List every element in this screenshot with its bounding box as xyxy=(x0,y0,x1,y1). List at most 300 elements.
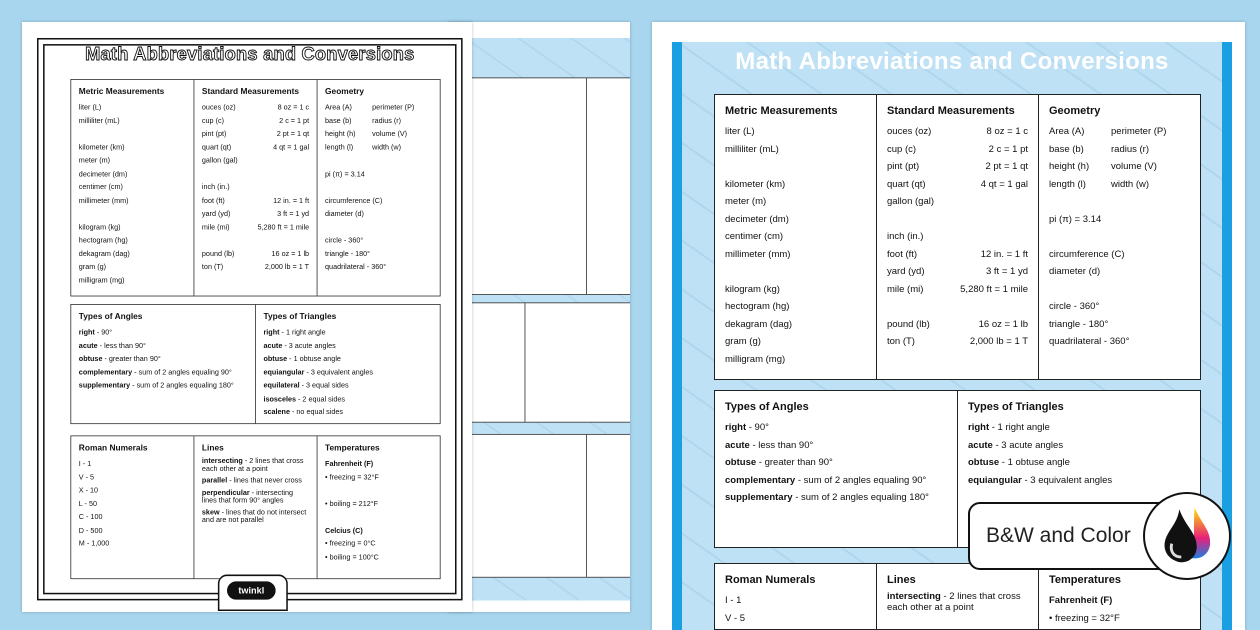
item-value: volume (V) xyxy=(372,129,408,139)
section-roman-numerals xyxy=(715,564,876,629)
list-item xyxy=(968,437,1190,455)
section-lines xyxy=(194,436,317,578)
list-item xyxy=(887,316,1028,334)
list-item xyxy=(887,158,1028,176)
list-item xyxy=(79,379,248,392)
list-item xyxy=(1049,610,1190,628)
item-label: ouces (oz) xyxy=(887,126,932,137)
item-value: radius (r) xyxy=(1111,143,1150,155)
list-item xyxy=(202,261,309,274)
box-row1 xyxy=(70,79,440,296)
list-item xyxy=(1049,123,1190,141)
item-label: quadrilateral - 360° xyxy=(1049,336,1130,347)
item-label: foot (ft) xyxy=(887,248,918,260)
item-label: quart (qt) xyxy=(201,143,232,152)
item-label: triangle - 180° xyxy=(325,249,371,259)
item-label: base (b) xyxy=(325,116,352,126)
section-types-of-triangles xyxy=(525,303,630,422)
list-item xyxy=(202,141,309,154)
list-item xyxy=(725,437,947,455)
list-item xyxy=(1049,333,1190,351)
section-heading: Metric Measurements xyxy=(78,87,165,97)
section-types-of-angles xyxy=(71,305,255,424)
box-row2 xyxy=(448,302,630,422)
definition: - 90° xyxy=(94,328,113,337)
list-item xyxy=(263,379,432,392)
section-metric-measurements xyxy=(71,80,193,296)
list-item xyxy=(79,194,186,207)
term: complementary xyxy=(725,474,796,486)
section-heading: Temperatures xyxy=(1049,574,1121,586)
list-item xyxy=(325,194,432,207)
item-label: • freezing = 32°F xyxy=(1049,612,1120,624)
item-label: • freezing = 0°C xyxy=(325,539,376,548)
list-item xyxy=(1049,158,1190,176)
list-item xyxy=(325,154,432,167)
box-row1 xyxy=(448,78,630,295)
definition: - lines that never cross xyxy=(227,476,302,485)
item-label: gram (g) xyxy=(78,262,107,272)
term: complementary xyxy=(78,368,133,377)
section-geometry xyxy=(317,80,440,296)
section-standard-measurements xyxy=(194,80,317,296)
bw-preview-page xyxy=(22,22,472,612)
item-label: centimer (cm) xyxy=(725,231,784,242)
section-heading: Roman Numerals xyxy=(78,443,148,453)
list-item xyxy=(887,193,1028,211)
item-value: 5,280 ft = 1 mile xyxy=(257,223,310,232)
list-item xyxy=(79,168,186,181)
definition: - 3 equal sides xyxy=(299,381,349,390)
definition: - 2 equal sides xyxy=(296,394,345,404)
term: skew xyxy=(201,508,220,517)
list-item xyxy=(1049,592,1190,610)
item-value: 4 qt = 1 gal xyxy=(980,178,1028,190)
list-item xyxy=(887,281,1028,299)
list-item xyxy=(725,472,947,490)
item-value: 2 c = 1 pt xyxy=(279,116,310,126)
item-label: foot (ft) xyxy=(201,196,225,205)
item-value: 12 in. = 1 ft xyxy=(980,248,1028,260)
list-item xyxy=(79,247,186,260)
list-item xyxy=(725,228,866,246)
section-lines xyxy=(876,564,1038,629)
section-lines xyxy=(463,435,586,577)
item-label: kilogram (kg) xyxy=(725,283,780,295)
list-item xyxy=(887,333,1028,351)
item-value: width (w) xyxy=(372,143,402,152)
term: Fahrenheit (F) xyxy=(325,459,374,469)
box-row2 xyxy=(70,304,440,424)
term: right xyxy=(725,422,747,433)
list-item xyxy=(202,477,309,485)
list-item xyxy=(1049,228,1190,246)
list-item xyxy=(887,123,1028,141)
section-heading: Types of Triangles xyxy=(968,401,1064,413)
list-item xyxy=(325,537,432,550)
item-label: • freezing = 32°F xyxy=(325,473,379,482)
list-item xyxy=(725,592,866,610)
section-heading: Standard Measurements xyxy=(201,87,300,97)
list-item xyxy=(325,128,432,141)
term: equiangular xyxy=(263,368,305,377)
list-item xyxy=(202,154,309,167)
list-item xyxy=(1049,263,1190,281)
section-heading: Temperatures xyxy=(325,443,380,453)
item-label: Area (A) xyxy=(325,103,352,112)
list-item xyxy=(887,228,1028,246)
list-item xyxy=(968,419,1190,437)
item-value: 2 pt = 1 qt xyxy=(985,161,1028,172)
list-item xyxy=(79,484,186,497)
item-value: perimeter (P) xyxy=(1111,126,1167,137)
item-value: 16 oz = 1 lb xyxy=(271,249,310,259)
term: obtuse xyxy=(968,457,1000,468)
section-heading: Roman Numerals xyxy=(725,574,816,586)
list-item xyxy=(325,524,432,537)
definition: - sum of 2 angles equaling 180° xyxy=(130,381,234,390)
item-label: gram (g) xyxy=(725,336,761,347)
list-item xyxy=(79,353,248,366)
list-item xyxy=(325,101,432,114)
item-label: cup (c) xyxy=(887,143,917,155)
box-row1 xyxy=(714,94,1201,380)
list-item xyxy=(263,406,432,419)
item-label: V - 5 xyxy=(725,612,746,624)
list-item xyxy=(79,101,186,114)
item-label: diameter (d) xyxy=(1049,266,1101,277)
item-label: • boiling = 212°F xyxy=(325,499,379,509)
term: isosceles xyxy=(263,394,297,404)
item-label: mile (mi) xyxy=(887,283,924,295)
list-item xyxy=(1049,141,1190,159)
term: obtuse xyxy=(725,457,757,468)
section-standard-measurements xyxy=(463,78,586,294)
section-heading: Geometry xyxy=(325,87,365,97)
item-label: kilogram (kg) xyxy=(78,223,121,232)
list-item xyxy=(325,261,432,274)
item-value: 5,280 ft = 1 mile xyxy=(960,283,1028,295)
list-item xyxy=(725,176,866,194)
item-value: 3 ft = 1 yd xyxy=(277,209,310,219)
term: intersecting xyxy=(201,456,243,466)
item-label: dekagram (dag) xyxy=(725,318,793,330)
sheet-holder xyxy=(37,38,463,600)
item-value: width (w) xyxy=(1111,178,1150,190)
list-item xyxy=(887,263,1028,281)
section-heading: Lines xyxy=(201,443,224,453)
item-value: 8 oz = 1 c xyxy=(986,126,1028,137)
section-metric-measurements xyxy=(715,95,876,379)
list-item xyxy=(79,128,186,141)
item-label: pi (π) = 3.14 xyxy=(1049,213,1102,225)
twinkl-logo xyxy=(218,575,288,611)
item-label: liter (L) xyxy=(725,126,755,137)
item-label: C - 100 xyxy=(78,513,103,522)
item-value: 3 ft = 1 yd xyxy=(986,266,1028,277)
list-item xyxy=(79,471,186,484)
list-item xyxy=(79,261,186,274)
definition: - sum of 2 angles equaling 180° xyxy=(792,492,929,503)
section-heading: Types of Angles xyxy=(725,401,809,413)
term: right xyxy=(78,328,95,337)
term: parallel xyxy=(201,476,228,485)
list-item xyxy=(725,351,866,369)
item-label: ton (T) xyxy=(887,336,915,347)
list-item xyxy=(1049,281,1190,299)
section-heading: Metric Measurements xyxy=(725,105,838,117)
item-label: ouces (oz) xyxy=(201,103,236,112)
box-row3 xyxy=(714,563,1201,630)
item-label: circle - 360° xyxy=(325,236,364,245)
list-item xyxy=(1049,211,1190,229)
item-label: millimeter (mm) xyxy=(78,196,129,205)
term: obtuse xyxy=(263,354,288,364)
term: intersecting xyxy=(887,591,941,602)
item-value: perimeter (P) xyxy=(372,103,415,112)
item-label: diameter (d) xyxy=(325,209,364,219)
list-item xyxy=(325,247,432,260)
item-label: kilometer (km) xyxy=(725,178,786,190)
list-item xyxy=(325,168,432,181)
definition: - 1 right angle xyxy=(989,422,1050,433)
item-label: base (b) xyxy=(1049,143,1084,155)
list-item xyxy=(725,454,947,472)
list-item xyxy=(325,484,432,497)
list-item xyxy=(202,234,309,247)
item-label: • boiling = 100°C xyxy=(325,552,379,562)
term: obtuse xyxy=(78,354,103,364)
definition: - 1 obtuse angle xyxy=(287,354,341,364)
list-item xyxy=(887,141,1028,159)
list-item xyxy=(725,281,866,299)
item-label: X - 10 xyxy=(78,486,99,495)
item-label: gallon (gal) xyxy=(201,156,238,165)
definition: - 3 equivalent angles xyxy=(1021,474,1113,486)
list-item xyxy=(887,246,1028,264)
definition: - no equal sides xyxy=(289,408,343,417)
item-value: 2 pt = 1 qt xyxy=(276,129,310,139)
item-label: hectogram (hg) xyxy=(78,236,128,245)
item-value: 8 oz = 1 c xyxy=(277,103,310,112)
item-label: L - 50 xyxy=(78,499,98,509)
list-item xyxy=(202,509,309,525)
list-item xyxy=(887,298,1028,316)
item-label: inch (in.) xyxy=(201,183,230,192)
list-item xyxy=(968,454,1190,472)
item-label: decimeter (dm) xyxy=(78,169,128,179)
term: acute xyxy=(968,439,993,451)
item-label: quart (qt) xyxy=(887,178,926,190)
item-label: circumference (C) xyxy=(325,196,383,205)
term: acute xyxy=(78,341,98,350)
list-item xyxy=(79,141,186,154)
section-roman-numerals xyxy=(71,436,193,578)
list-item xyxy=(1049,193,1190,211)
list-item xyxy=(968,472,1190,490)
definition: - 1 obtuse angle xyxy=(999,457,1070,468)
list-item xyxy=(202,168,309,181)
item-value: volume (V) xyxy=(1111,161,1157,172)
item-label: pound (lb) xyxy=(201,249,235,259)
item-label: centimer (cm) xyxy=(78,183,123,192)
definition: - less than 90° xyxy=(97,341,146,350)
list-item xyxy=(79,524,186,537)
list-item xyxy=(79,221,186,234)
section-types-of-angles xyxy=(715,391,957,547)
term: supplementary xyxy=(78,381,131,390)
list-item xyxy=(79,511,186,524)
item-label: circle - 360° xyxy=(1049,301,1100,312)
item-label: dekagram (dag) xyxy=(78,249,130,259)
item-value: 2 c = 1 pt xyxy=(988,143,1028,155)
list-item xyxy=(79,274,186,287)
term: right xyxy=(968,422,990,433)
item-label: I - 1 xyxy=(725,595,742,606)
item-label: V - 5 xyxy=(78,473,95,482)
list-item xyxy=(79,154,186,167)
item-label: pi (π) = 3.14 xyxy=(325,169,365,179)
item-label: milligram (mg) xyxy=(78,276,125,285)
item-label: gallon (gal) xyxy=(887,196,934,207)
definition: - 1 right angle xyxy=(279,328,326,337)
section-geometry xyxy=(586,78,630,294)
list-item xyxy=(202,181,309,194)
list-item xyxy=(725,610,866,628)
term: equiangular xyxy=(968,474,1022,486)
definition: - 3 acute angles xyxy=(992,439,1064,451)
box-row3 xyxy=(70,435,440,579)
list-item xyxy=(325,114,432,127)
term: perpendicular xyxy=(201,488,250,497)
list-item xyxy=(725,123,866,141)
definition: - 3 acute angles xyxy=(282,341,336,350)
item-label: Area (A) xyxy=(1049,126,1085,137)
term: acute xyxy=(725,439,750,451)
list-item xyxy=(79,181,186,194)
section-heading: Lines xyxy=(887,574,916,586)
list-item xyxy=(1049,316,1190,334)
definition: - 3 equivalent angles xyxy=(304,368,374,377)
list-item xyxy=(725,211,866,229)
item-label: circumference (C) xyxy=(1049,248,1125,260)
list-item xyxy=(725,298,866,316)
list-item xyxy=(202,221,309,234)
sheet-holder xyxy=(448,38,630,600)
list-item xyxy=(325,497,432,510)
list-item xyxy=(202,194,309,207)
item-label: ton (T) xyxy=(201,262,224,272)
item-label: millimeter (mm) xyxy=(725,248,791,260)
definition: - greater than 90° xyxy=(102,354,161,364)
item-label: triangle - 180° xyxy=(1049,318,1109,330)
list-item xyxy=(79,234,186,247)
list-item xyxy=(325,551,432,564)
ink-drops-icon xyxy=(1143,492,1231,580)
list-item xyxy=(725,419,947,437)
item-label: inch (in.) xyxy=(887,231,924,242)
definition: - sum of 2 angles equaling 90° xyxy=(795,474,927,486)
section-heading: Types of Angles xyxy=(78,312,143,322)
item-label: length (l) xyxy=(1049,178,1086,190)
item-label: M - 1,000 xyxy=(78,539,110,548)
list-item xyxy=(725,246,866,264)
item-label: I - 1 xyxy=(78,459,92,469)
term: acute xyxy=(263,341,283,350)
term: Fahrenheit (F) xyxy=(1049,595,1113,606)
list-item xyxy=(725,333,866,351)
list-item xyxy=(202,458,309,474)
term: supplementary xyxy=(725,492,793,503)
item-label: cup (c) xyxy=(201,116,224,126)
list-item xyxy=(202,207,309,220)
section-geometry xyxy=(1038,95,1200,379)
definition: - sum of 2 angles equaling 90° xyxy=(132,368,232,377)
list-item xyxy=(725,158,866,176)
color-preview-page-back xyxy=(448,22,630,612)
list-item xyxy=(79,339,248,352)
item-label: pound (lb) xyxy=(887,318,930,330)
list-item xyxy=(202,489,309,505)
list-item xyxy=(263,393,432,406)
definition: - less than 90° xyxy=(749,439,814,451)
list-item xyxy=(325,458,432,471)
item-label: hectogram (hg) xyxy=(725,301,790,312)
item-label: milliliter (mL) xyxy=(725,143,779,155)
section-standard-measurements xyxy=(876,95,1038,379)
worksheet xyxy=(448,38,630,600)
item-label: milliliter (mL) xyxy=(78,116,120,126)
list-item xyxy=(263,366,432,379)
item-value: 2,000 lb = 1 T xyxy=(969,336,1028,347)
list-item xyxy=(79,366,248,379)
list-item xyxy=(725,489,947,507)
definition: - 2 lines that cross each other at a point xyxy=(201,456,304,474)
item-label: yard (yd) xyxy=(887,266,925,277)
item-value: 4 qt = 1 gal xyxy=(273,143,310,152)
list-item xyxy=(263,326,432,339)
item-label: pint (pt) xyxy=(201,129,227,139)
item-value: 12 in. = 1 ft xyxy=(273,196,310,205)
list-item xyxy=(79,207,186,220)
definition: - 90° xyxy=(746,422,769,433)
list-item xyxy=(325,221,432,234)
item-label: D - 500 xyxy=(78,526,103,535)
sheet-title: Math Abbreviations and Conversions xyxy=(735,48,1169,75)
list-item xyxy=(202,128,309,141)
item-label: height (h) xyxy=(1049,161,1090,172)
list-item xyxy=(725,263,866,281)
list-item xyxy=(202,114,309,127)
item-label: quadrilateral - 360° xyxy=(325,262,387,272)
section-heading: Geometry xyxy=(1049,105,1101,117)
badge-label: B&W and Color xyxy=(986,524,1131,547)
list-item xyxy=(887,211,1028,229)
term: scalene xyxy=(263,408,290,417)
list-item xyxy=(325,207,432,220)
item-label: mile (mi) xyxy=(201,223,230,232)
worksheet xyxy=(37,38,463,600)
item-value: 2,000 lb = 1 T xyxy=(264,262,310,272)
list-item xyxy=(725,193,866,211)
item-label: meter (m) xyxy=(78,156,111,165)
list-item xyxy=(887,592,1028,613)
section-temperatures xyxy=(586,435,630,577)
list-item xyxy=(325,234,432,247)
item-label: height (h) xyxy=(325,129,356,139)
item-label: yard (yd) xyxy=(201,209,231,219)
definition: - greater than 90° xyxy=(756,457,833,468)
